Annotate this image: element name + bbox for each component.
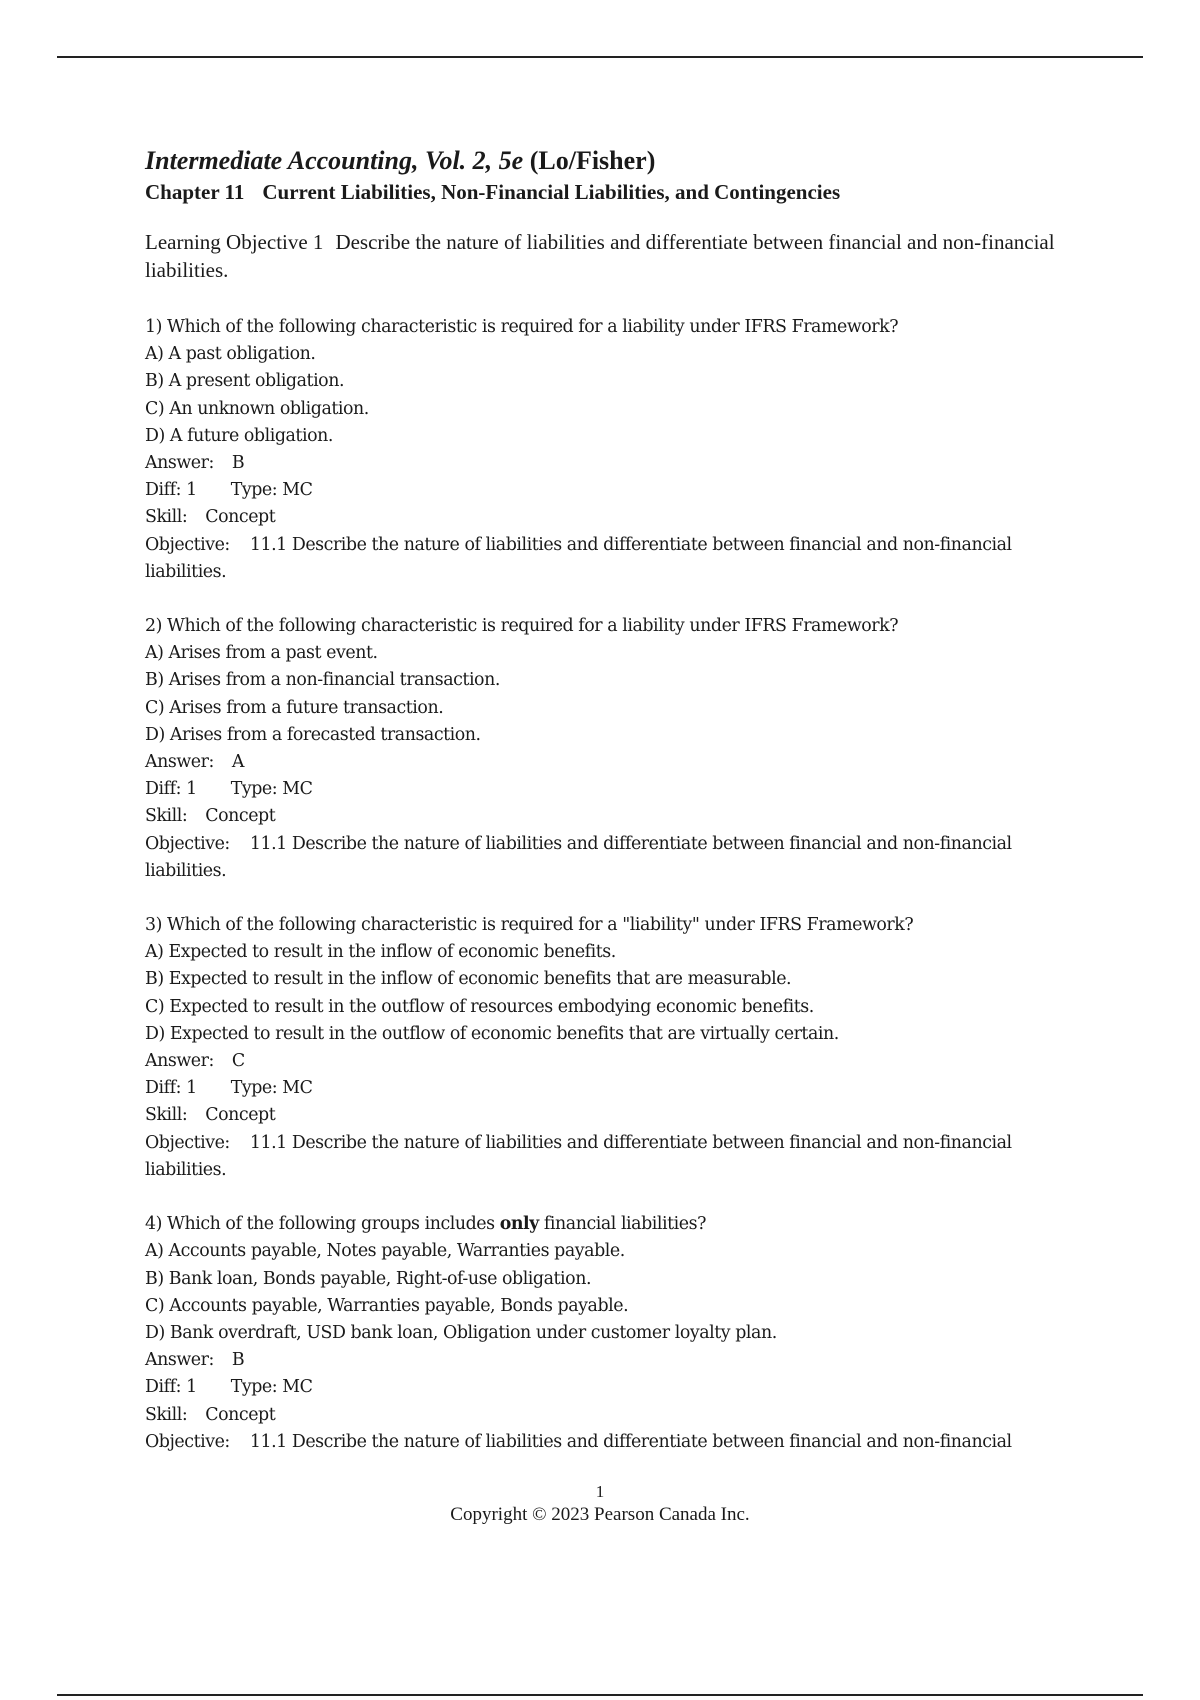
- learning-objective-label: Learning Objective 1: [145, 230, 324, 254]
- answer-label: Answer:: [145, 1350, 214, 1371]
- bottom-rule: [57, 1694, 1143, 1696]
- option-a: A) Accounts payable, Notes payable, Warranties payable.: [145, 1241, 625, 1262]
- diff-value: 1: [186, 1377, 197, 1398]
- objective-value: 11.1 Describe the nature of liabilities and differentiate between financial and non-financial liabilities.: [145, 534, 1012, 582]
- skill-line: [145, 1402, 1075, 1429]
- question-stem: 1) Which of the following characteristic is required for a liability under IFRS Framework?: [145, 317, 899, 337]
- question-stem: [145, 1211, 1075, 1238]
- type-value: MC: [282, 1078, 313, 1099]
- answer-line: [145, 1347, 1075, 1374]
- question-1: [145, 314, 1075, 586]
- question-list: [145, 314, 1075, 1456]
- option-b: B) A present obligation.: [145, 371, 345, 392]
- diff-label: Diff:: [145, 779, 181, 800]
- objective-value: 11.1 Describe the nature of liabilities and differentiate between financial and non-financial liabilities.: [145, 833, 1012, 881]
- skill-label: Skill:: [145, 1404, 188, 1425]
- type-label: Type:: [230, 1377, 278, 1398]
- answer-line: [145, 450, 1075, 477]
- diff-value: 1: [186, 480, 197, 501]
- objective-label: Objective:: [145, 1132, 230, 1153]
- option-d: D) Bank overdraft, USD bank loan, Obligation under customer loyalty plan.: [145, 1322, 777, 1343]
- type-value: MC: [282, 779, 313, 800]
- question-stem-end: financial liabilities?: [543, 1214, 706, 1235]
- option-a: A) Arises from a past event.: [145, 643, 378, 664]
- option-b: B) Expected to result in the inflow of economic benefits that are measurable.: [145, 969, 792, 990]
- answer-value: B: [231, 1350, 245, 1371]
- objective-line: [145, 1429, 1075, 1456]
- objective-label: Objective:: [145, 1431, 230, 1452]
- objective-label: Objective:: [145, 534, 230, 555]
- skill-label: Skill:: [145, 806, 188, 827]
- skill-line: [145, 803, 1075, 830]
- book-authors: (Lo/Fisher): [529, 146, 656, 175]
- question-3: [145, 912, 1075, 1184]
- question-2: [145, 613, 1075, 885]
- diff-value: 1: [186, 779, 197, 800]
- option-d: D) Arises from a forecasted transaction.: [145, 724, 481, 745]
- chapter-title: Current Liabilities, Non-Financial Liabilities, and Contingencies: [262, 180, 841, 204]
- skill-line: [145, 1102, 1075, 1129]
- objective-value: 11.1 Describe the nature of liabilities and differentiate between financial and non-financial liabilities.: [145, 1132, 1012, 1180]
- page-content: [145, 144, 1075, 1483]
- diff-type-line: [145, 1075, 1075, 1102]
- objective-line: [145, 532, 1075, 586]
- type-value: MC: [282, 1377, 313, 1398]
- type-label: Type:: [230, 480, 278, 501]
- question-stem-start: 4) Which of the following groups includes: [145, 1214, 495, 1235]
- skill-label: Skill:: [145, 1105, 188, 1126]
- skill-value: Concept: [205, 1404, 276, 1425]
- option-a: A) Expected to result in the inflow of economic benefits.: [145, 942, 616, 963]
- answer-line: [145, 1048, 1075, 1075]
- option-c: C) Expected to result in the outflow of resources embodying economic benefits.: [145, 996, 814, 1017]
- diff-label: Diff:: [145, 480, 181, 501]
- objective-line: [145, 1130, 1075, 1184]
- answer-label: Answer:: [145, 752, 214, 773]
- diff-type-line: [145, 776, 1075, 803]
- diff-value: 1: [186, 1078, 197, 1099]
- answer-value: C: [231, 1051, 245, 1072]
- book-title-italic: Intermediate Accounting, Vol. 2, 5e: [145, 146, 524, 175]
- skill-label: Skill:: [145, 507, 188, 528]
- option-a: A) A past obligation.: [145, 344, 316, 365]
- learning-objective-text: Describe the nature of liabilities and differentiate between financial and non-financial liabilities.: [145, 230, 1055, 282]
- question-stem-emphasis: only: [499, 1214, 539, 1235]
- option-b: B) Arises from a non-financial transaction.: [145, 670, 500, 691]
- skill-value: Concept: [205, 507, 276, 528]
- copyright-notice: Copyright © 2023 Pearson Canada Inc.: [450, 1504, 750, 1525]
- diff-label: Diff:: [145, 1377, 181, 1398]
- option-d: D) Expected to result in the outflow of economic benefits that are virtually certain.: [145, 1023, 839, 1044]
- option-c: C) Accounts payable, Warranties payable, Bonds payable.: [145, 1295, 629, 1316]
- skill-line: [145, 504, 1075, 531]
- diff-label: Diff:: [145, 1078, 181, 1099]
- option-c: C) An unknown obligation.: [145, 398, 369, 419]
- learning-objective: [145, 228, 1075, 284]
- skill-value: Concept: [205, 806, 276, 827]
- question-stem: 2) Which of the following characteristic is required for a liability under IFRS Framework?: [145, 616, 899, 637]
- option-b: B) Bank loan, Bonds payable, Right-of-use obligation.: [145, 1268, 592, 1289]
- diff-type-line: [145, 1374, 1075, 1401]
- answer-value: A: [231, 752, 244, 773]
- type-label: Type:: [230, 1078, 278, 1099]
- chapter-heading: [145, 178, 1075, 206]
- answer-label: Answer:: [145, 453, 214, 474]
- question-stem: 3) Which of the following characteristic is required for a "liability" under IFRS Framework?: [145, 915, 914, 936]
- chapter-number: Chapter 11: [145, 180, 245, 204]
- question-4: [145, 1211, 1075, 1456]
- skill-value: Concept: [205, 1105, 276, 1126]
- type-value: MC: [282, 480, 313, 501]
- option-c: C) Arises from a future transaction.: [145, 697, 444, 718]
- top-rule: [57, 56, 1143, 58]
- objective-value: 11.1 Describe the nature of liabilities and differentiate between financial and non-financial: [249, 1431, 1012, 1452]
- objective-line: [145, 831, 1075, 885]
- diff-type-line: [145, 477, 1075, 504]
- objective-label: Objective:: [145, 833, 230, 854]
- option-d: D) A future obligation.: [145, 425, 333, 446]
- book-title: [145, 144, 1075, 178]
- answer-line: [145, 749, 1075, 776]
- page-number: 1: [595, 1482, 605, 1501]
- answer-label: Answer:: [145, 1051, 214, 1072]
- answer-value: B: [231, 453, 245, 474]
- type-label: Type:: [230, 779, 278, 800]
